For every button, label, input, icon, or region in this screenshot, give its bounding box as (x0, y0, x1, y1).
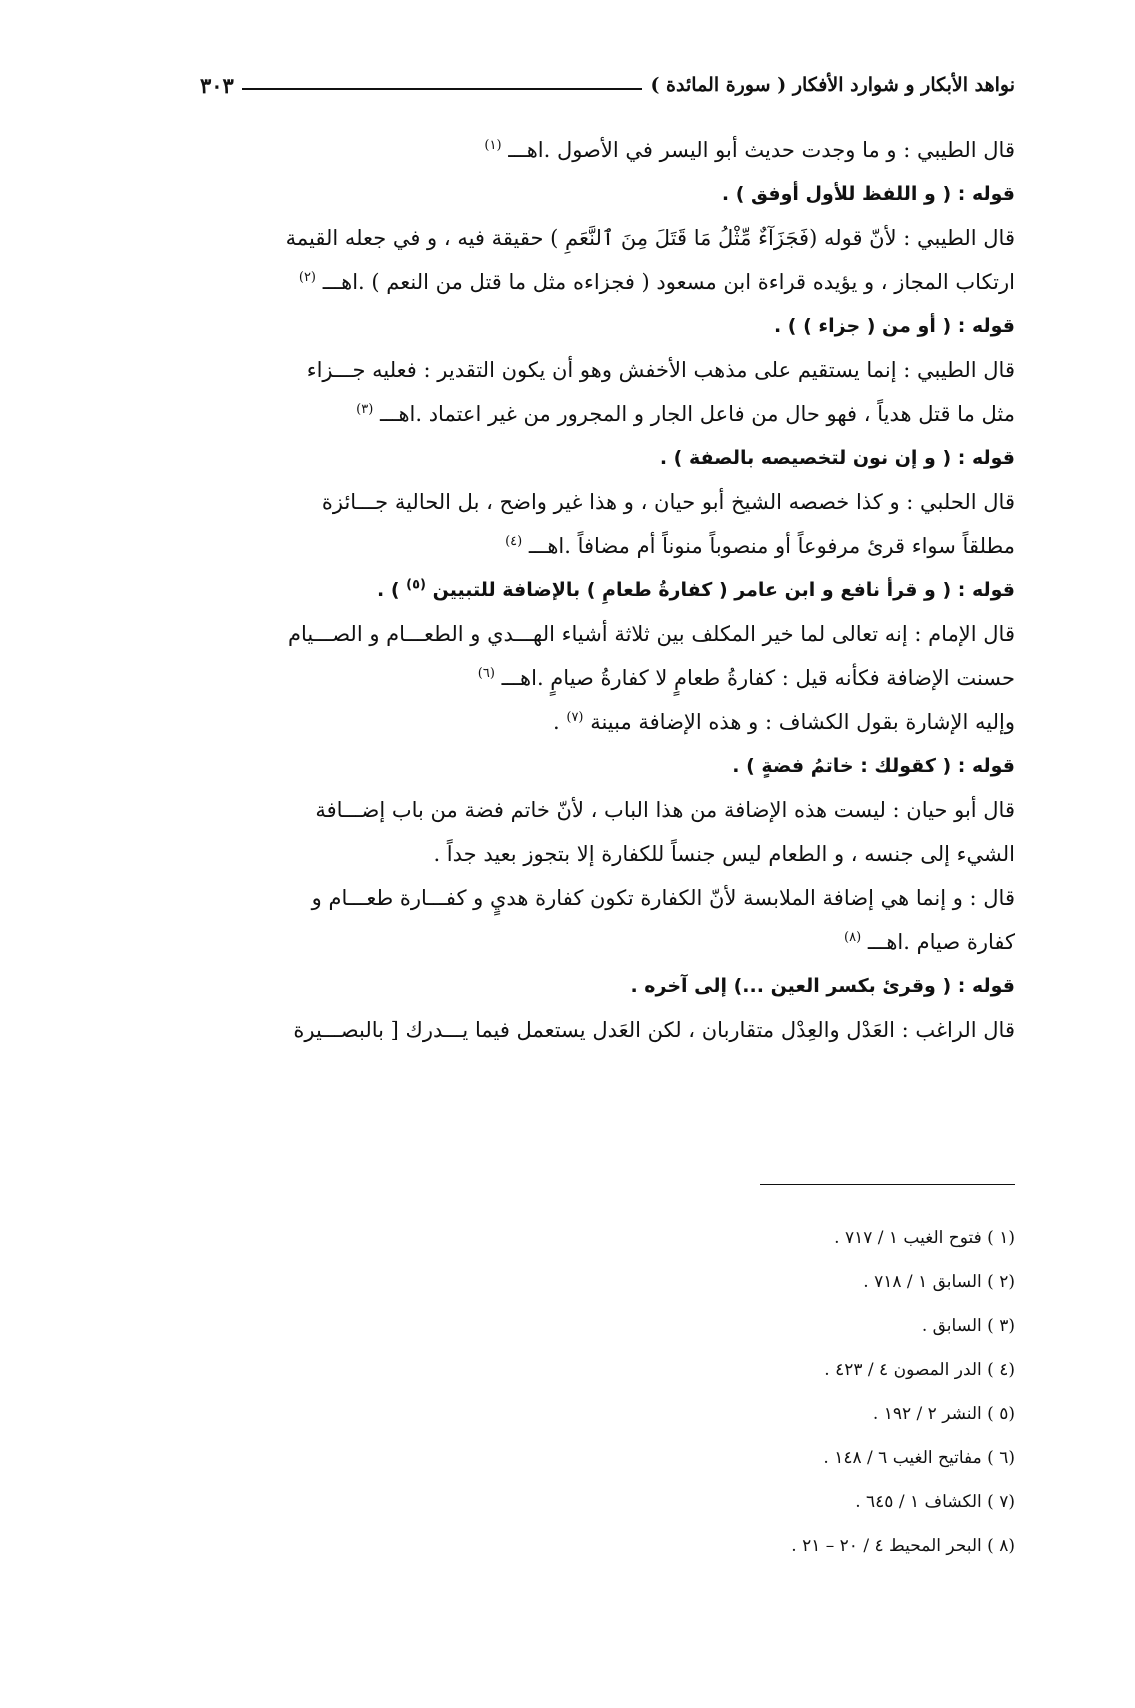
text-line (200, 700, 1015, 744)
header-title: نواهد الأبكار و شوارد الأفكار ( سورة المائدة ) (650, 74, 1015, 96)
text-line (200, 788, 1015, 832)
line-text: قال الحلبي : و كذا خصصه الشيخ أبو حيان ، و هذا غير واضح ، بل الحالية جـــائزة (321, 490, 1015, 514)
line-text: قوله : ( أو من ( جزاء ) ) . (773, 315, 1015, 337)
line-ending: . (552, 710, 560, 734)
quote-heading-line (200, 964, 1015, 1008)
footnote-marker: (٧) (566, 710, 584, 725)
line-text: قال الطيبي : و ما وجدت حديث أبو اليسر في الأصول .اهـــ (508, 138, 1015, 162)
quote-heading-line (200, 304, 1015, 348)
running-header (200, 68, 1015, 102)
footnote-divider (760, 1184, 1015, 1185)
text-line (200, 524, 1015, 568)
text-line (200, 480, 1015, 524)
footnotes (500, 1216, 1015, 1568)
line-text: قال الطيبي : لأنّ قوله (فَجَزَآءٌ مِّثْلُ مَا قَتَلَ مِنَ ٱلنَّعَمِ ) حقيقة فيه ، و في جعله القيمة (285, 226, 1015, 250)
text-line (200, 656, 1015, 700)
line-text: قوله : ( و اللفظ للأول أوفق ) . (721, 183, 1015, 205)
line-text: قوله : ( و إن نون لتخصيصه بالصفة ) . (659, 447, 1015, 469)
text-line (200, 128, 1015, 172)
footnote-marker: (٣) (356, 402, 374, 417)
quote-heading-line (200, 568, 1015, 612)
line-text: قال أبو حيان : ليست هذه الإضافة من هذا الباب ، لأنّ خاتم فضة من باب إضـــافة (315, 798, 1015, 822)
footnote-entry: (٣ ) السابق . (921, 1316, 1015, 1336)
footnote-marker: (٨) (844, 930, 862, 945)
footnote-entry: (٨ ) البحر المحيط ٤ / ٢٠ – ٢١ . (791, 1536, 1015, 1556)
quote-heading-line (200, 436, 1015, 480)
footnote-marker: (٤) (505, 534, 523, 549)
footnote-entry: (٦ ) مفاتيح الغيب ٦ / ١٤٨ . (823, 1448, 1015, 1468)
text-line (200, 348, 1015, 392)
line-text: حسنت الإضافة فكأنه قيل : كفارةُ طعامٍ لا كفارةُ صيامٍ .اهـــ (501, 666, 1015, 690)
line-text: قال : و إنما هي إضافة الملابسة لأنّ الكفارة تكون كفارة هديٍ و كفـــارة طعـــام و (311, 886, 1015, 910)
footnote-marker: (٢) (298, 270, 316, 285)
text-line (200, 832, 1015, 876)
footnote-marker: (١) (484, 138, 502, 153)
text-line (200, 920, 1015, 964)
line-text: ارتكاب المجاز ، و يؤيده قراءة ابن مسعود ( فجزاءه مثل ما قتل من النعم ) .اهـــ (322, 270, 1015, 294)
line-text: قال الإمام : إنه تعالى لما خير المكلف بين ثلاثة أشياء الهـــدي و الطعـــام و الصـــيام (288, 622, 1015, 646)
footnote-entry: (٧ ) الكشاف ١ / ٦٤٥ . (855, 1492, 1015, 1512)
footnote-marker: (٥) (406, 577, 426, 593)
line-text: قوله : ( كقولك : خاتمُ فضةٍ ) . (732, 755, 1015, 777)
page-number: ٣٠٣ (200, 72, 234, 98)
quote-heading-line (200, 744, 1015, 788)
text-line (200, 216, 1015, 260)
footnote-entry: (٢ ) السابق ١ / ٧١٨ . (863, 1272, 1015, 1292)
header-rule (242, 88, 643, 90)
line-text: مثل ما قتل هدياً ، فهو حال من فاعل الجار و المجرور من غير اعتماد .اهـــ (379, 402, 1015, 426)
body-text (200, 128, 1015, 1052)
line-text: قوله : ( وقرئ بكسر العين ...) إلى آخره . (630, 975, 1015, 997)
quote-heading-line (200, 172, 1015, 216)
footnote-entry: (١ ) فتوح الغيب ١ / ٧١٧ . (834, 1228, 1015, 1248)
text-line (200, 260, 1015, 304)
footnote-entry: (٥ ) النشر ٢ / ١٩٢ . (872, 1404, 1015, 1424)
line-text: وإليه الإشارة بقول الكشاف : و هذه الإضافة مبينة (590, 710, 1015, 734)
line-ending: ) . (377, 579, 400, 601)
line-text: كفارة صيام .اهـــ (867, 930, 1015, 954)
text-line (200, 1008, 1015, 1052)
line-text: مطلقاً سواء قرئ مرفوعاً أو منصوباً منوناً أم مضافاً .اهـــ (528, 534, 1015, 558)
footnote-entry: (٤ ) الدر المصون ٤ / ٤٢٣ . (824, 1360, 1015, 1380)
text-line (200, 876, 1015, 920)
line-text: قوله : ( و قرأ نافع و ابن عامر ( كفارةُ طعامِ ) بالإضافة للتبيين (432, 579, 1015, 601)
line-text: الشيء إلى جنسه ، و الطعام ليس جنساً للكفارة إلا بتجوز بعيد جداً . (433, 842, 1015, 866)
line-text: قال الراغب : العَدْل والعِدْل متقاربان ، لكن العَدل يستعمل فيما يـــدرك [ بالبصـــيرة (293, 1018, 1015, 1042)
text-line (200, 392, 1015, 436)
footnote-marker: (٦) (477, 666, 495, 681)
line-text: قال الطيبي : إنما يستقيم على مذهب الأخفش وهو أن يكون التقدير : فعليه جـــزاء (306, 358, 1015, 382)
text-line (200, 612, 1015, 656)
